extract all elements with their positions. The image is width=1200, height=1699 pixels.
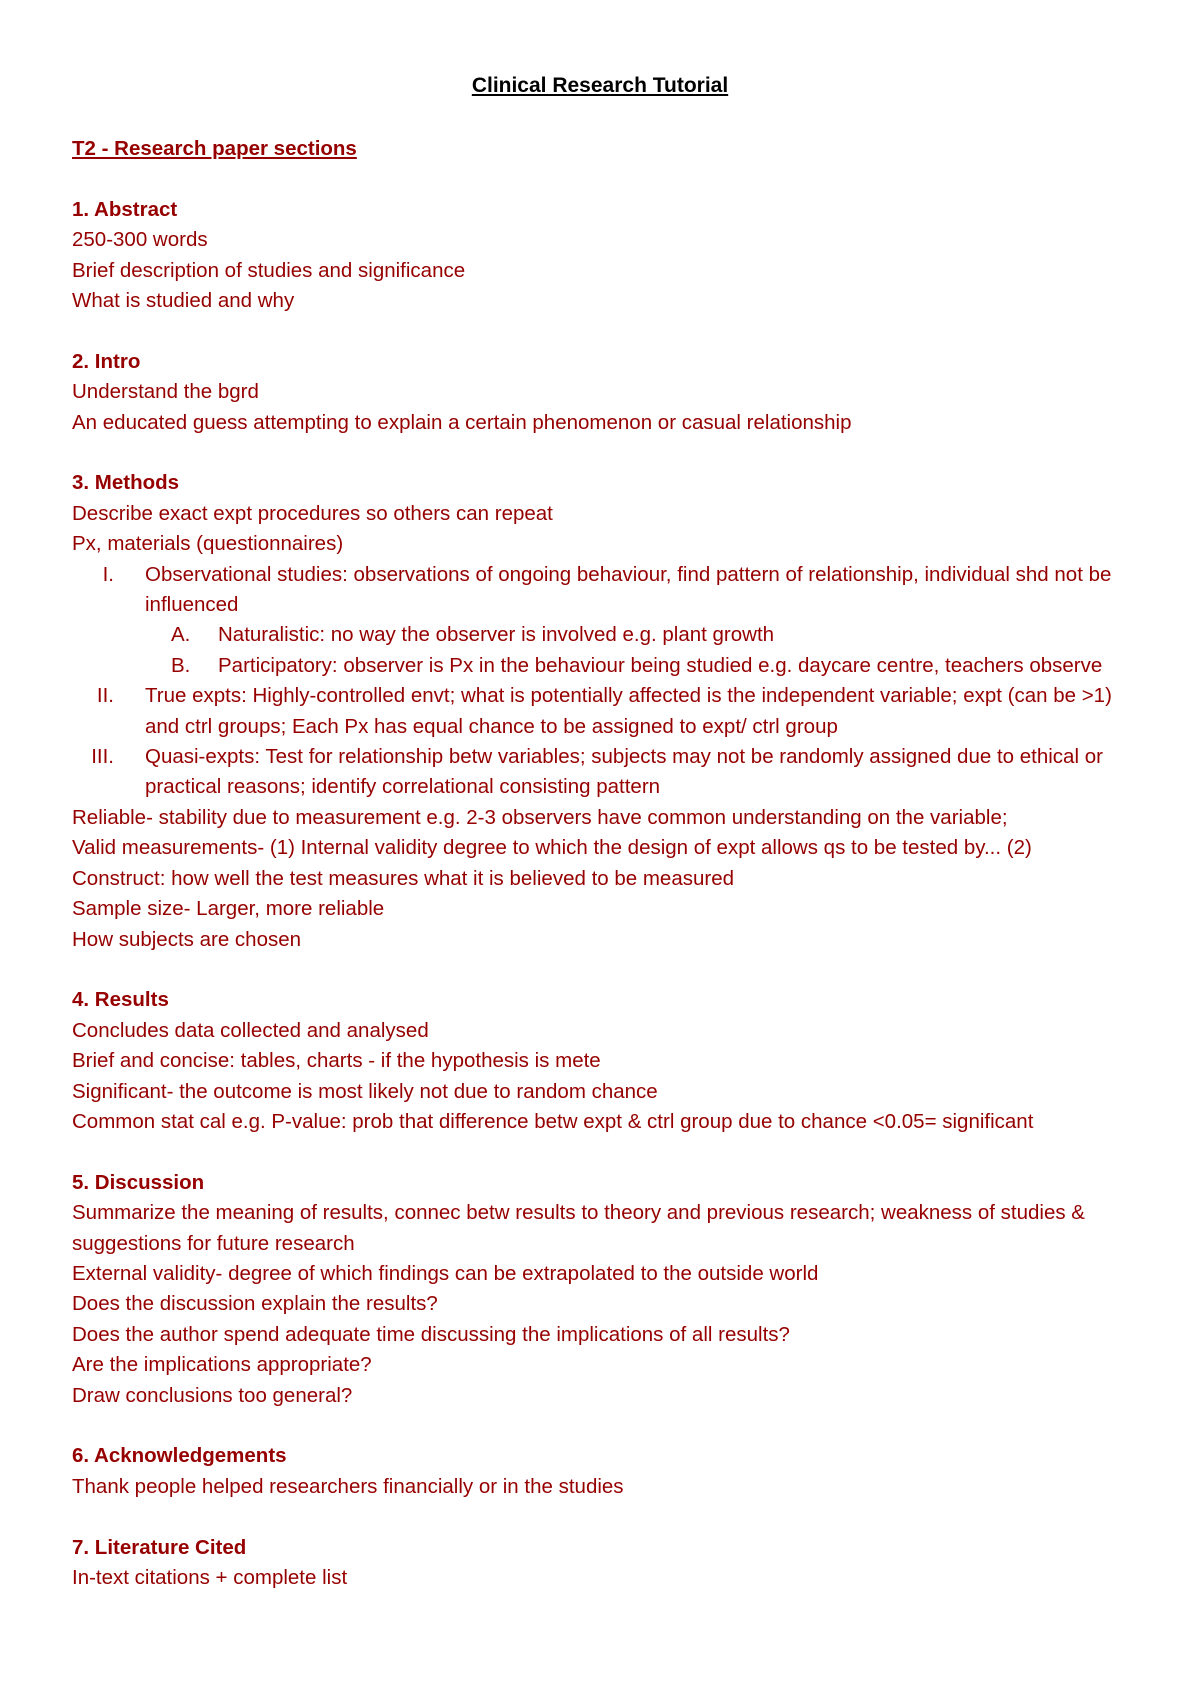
sub-list-item [72, 651, 1132, 681]
section-heading: 2. Intro [72, 349, 141, 373]
section-line: Does the author spend adequate time discussing the implications of all results? [72, 1322, 790, 1346]
section-line: Thank people helped researchers financially or in the studies [72, 1474, 624, 1498]
section-line: How subjects are chosen [72, 927, 302, 951]
list-marker: III. [91, 745, 114, 769]
section-line: Brief description of studies and significance [72, 258, 466, 282]
document-subtitle: T2 - Research paper sections [72, 137, 357, 160]
section-heading: 6. Acknowledgements [72, 1444, 287, 1468]
section-line: An educated guess attempting to explain a certain phenomenon or casual relationship [72, 410, 852, 434]
list-item [72, 560, 1132, 621]
section-line: Valid measurements- (1) Internal validity degree to which the design of expt allows qs to be tested by... (2) [72, 836, 1032, 860]
document-title: Clinical Research Tutorial [471, 74, 729, 97]
list-item-text: True expts: Highly-controlled envt; what is potentially affected is the independent variable; expt (can be >1) and ctrl groups; Each Px has equal chance to be assigned to expt/ ctrl group [145, 684, 1112, 738]
section-line: External validity- degree of which findings can be extrapolated to the outside world [72, 1261, 819, 1285]
section-results [72, 985, 1132, 1137]
list-marker: I. [102, 562, 114, 586]
list-item-text: Naturalistic: no way the observer is involved e.g. plant growth [218, 623, 775, 647]
section-line: What is studied and why [72, 289, 295, 313]
list-marker: A. [171, 623, 191, 647]
list-item-text: Participatory: observer is Px in the behaviour being studied e.g. daycare centre, teachers observe [218, 653, 1103, 677]
section-line: Brief and concise: tables, charts - if the hypothesis is mete [72, 1049, 601, 1073]
sub-list-item [72, 620, 1132, 650]
section-heading: 1. Abstract [72, 197, 178, 221]
section-line: Common stat cal e.g. P-value: prob that difference betw expt & ctrl group due to chance <0.05= significant [72, 1109, 1034, 1133]
section-acknowledgements [72, 1441, 1132, 1502]
section-heading: 3. Methods [72, 471, 180, 495]
section-line: Construct: how well the test measures what it is believed to be measured [72, 866, 735, 890]
section-line: Draw conclusions too general? [72, 1383, 353, 1407]
section-line: Summarize the meaning of results, connec betw results to theory and previous research; weakness of studies & suggestions for future research [72, 1201, 1085, 1255]
section-heading: 7. Literature Cited [72, 1535, 247, 1559]
list-item [72, 742, 1132, 803]
section-line: Are the implications appropriate? [72, 1353, 372, 1377]
section-methods [72, 468, 1132, 955]
section-intro [72, 347, 1132, 438]
list-item-text: Quasi-expts: Test for relationship betw variables; subjects may not be randomly assigned due to ethical or practical reasons; identify correlational consisting pattern [145, 745, 1103, 799]
list-marker: II. [96, 684, 114, 708]
section-literature-cited [72, 1533, 1132, 1594]
section-line: Reliable- stability due to measurement e.g. 2-3 observers have common understanding on the variable; [72, 805, 1008, 829]
section-heading: 4. Results [72, 988, 169, 1012]
section-heading: 5. Discussion [72, 1170, 205, 1194]
section-line: 250-300 words [72, 228, 208, 252]
section-discussion [72, 1168, 1132, 1411]
section-line: Does the discussion explain the results? [72, 1292, 438, 1316]
section-line: In-text citations + complete list [72, 1565, 348, 1589]
section-line: Sample size- Larger, more reliable [72, 897, 385, 921]
list-item-text: Observational studies: observations of ongoing behaviour, find pattern of relationship, individual shd not be influenced [145, 562, 1112, 617]
list-item [72, 681, 1132, 742]
section-line: Describe exact expt procedures so others can repeat [72, 501, 553, 525]
methods-list [72, 560, 1132, 803]
section-line: Understand the bgrd [72, 380, 259, 404]
list-marker: B. [171, 653, 191, 677]
section-abstract [72, 195, 1132, 317]
section-line: Significant- the outcome is most likely not due to random chance [72, 1079, 658, 1103]
section-line: Concludes data collected and analysed [72, 1018, 429, 1042]
document-body [72, 134, 1132, 1624]
section-line: Px, materials (questionnaires) [72, 532, 344, 556]
